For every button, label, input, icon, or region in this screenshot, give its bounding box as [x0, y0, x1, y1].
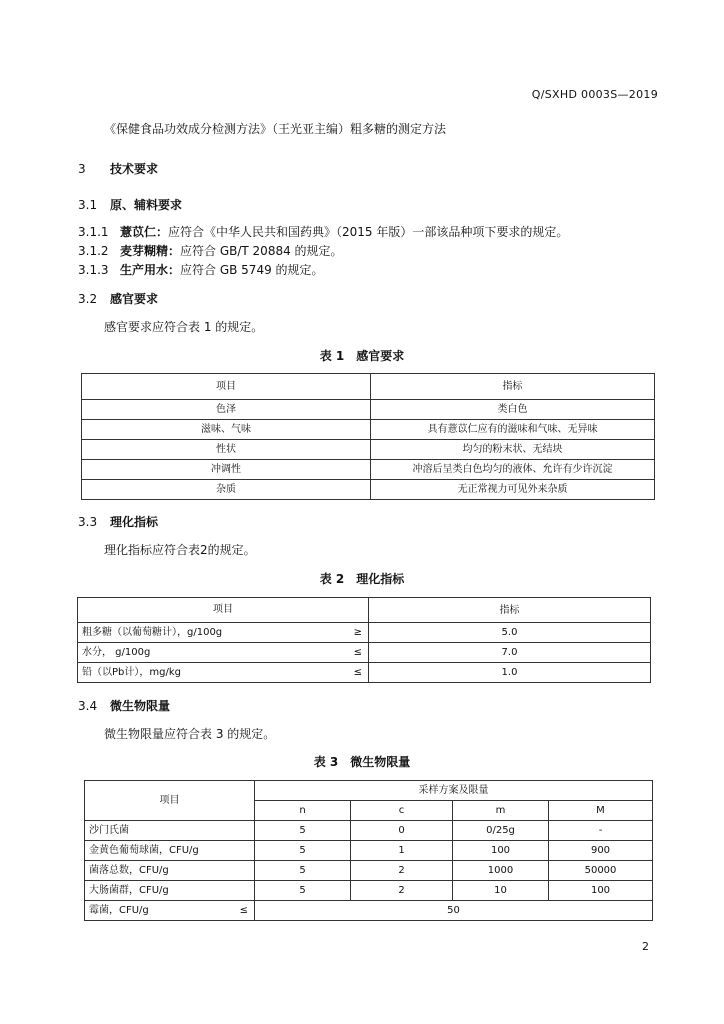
table-cell: - — [549, 821, 653, 841]
clause-3-1-1 — [78, 223, 568, 240]
table-cell: 5 — [255, 881, 351, 901]
table-cell — [78, 643, 369, 663]
table-cell — [85, 901, 255, 921]
section-title: 感官要求 — [110, 292, 159, 306]
table-row — [85, 861, 653, 881]
section-number: 3 — [78, 162, 86, 176]
clause-number: 3.1.1 — [78, 225, 109, 239]
section-3-3-heading — [78, 513, 158, 530]
table-cell: 7.0 — [369, 643, 651, 663]
header-cell: c — [351, 801, 453, 821]
clause-term: 麦芽糊精： — [120, 244, 181, 258]
header-cell: n — [255, 801, 351, 821]
header-cell: 项目 — [85, 781, 255, 821]
table-cell: 50 — [255, 901, 653, 921]
table-row — [85, 881, 653, 901]
section-title: 微生物限量 — [110, 699, 171, 713]
table-cell: 冲溶后呈类白色均匀的液体、允许有少许沉淀 — [371, 460, 655, 480]
clause-text: 应符合 GB 5749 的规定。 — [180, 263, 324, 277]
table-cell: 100 — [453, 841, 549, 861]
table-cell: 大肠菌群，CFU/g — [85, 881, 255, 901]
section-3-4-paragraph: 微生物限量应符合表 3 的规定。 — [104, 727, 276, 741]
item-label: 粗多糖（以葡萄糖计），g/100g — [82, 627, 223, 638]
header-cell: 项目 — [82, 374, 371, 400]
section-number: 3.1 — [78, 198, 98, 212]
table-cell: 1 — [351, 841, 453, 861]
section-3-2-paragraph: 感官要求应符合表 1 的规定。 — [104, 320, 264, 334]
item-label: 霉菌，CFU/g — [89, 905, 149, 916]
page-number: 2 — [642, 940, 649, 953]
clause-number: 3.1.3 — [78, 263, 109, 277]
relation-symbol: ≤ — [353, 647, 362, 658]
table-header-row — [82, 374, 655, 400]
section-number: 3.2 — [78, 292, 98, 306]
table-cell — [78, 663, 369, 683]
section-title: 技术要求 — [110, 162, 159, 176]
section-3-heading — [78, 160, 158, 177]
table-cell: 无正常视力可见外来杂质 — [371, 480, 655, 500]
table-cell: 900 — [549, 841, 653, 861]
table-3-caption: 表 3 微生物限量 — [313, 755, 411, 769]
table-header-row — [85, 781, 653, 801]
table-row — [85, 821, 653, 841]
clause-3-1-3 — [78, 261, 324, 278]
table-cell: 冲调性 — [82, 460, 371, 480]
table-cell: 50000 — [549, 861, 653, 881]
table-cell: 类白色 — [371, 400, 655, 420]
table-row — [85, 841, 653, 861]
table-cell: 1.0 — [369, 663, 651, 683]
table-2-caption: 表 2 理化指标 — [319, 572, 405, 586]
clause-text: 应符合 GB/T 20884 的规定。 — [180, 244, 343, 258]
table-cell: 1000 — [453, 861, 549, 881]
table-cell: 100 — [549, 881, 653, 901]
section-3-1-heading — [78, 196, 182, 213]
table-row — [82, 400, 655, 420]
section-3-3-paragraph: 理化指标应符合表2的规定。 — [104, 543, 256, 557]
intro-text: 《保健食品功效成分检测方法》（王光亚主编）粗多糖的测定方法 — [104, 122, 447, 136]
table-cell: 5.0 — [369, 623, 651, 643]
clause-3-1-2 — [78, 242, 343, 259]
table-row — [78, 623, 651, 643]
table-cell: 均匀的粉末状、无结块 — [371, 440, 655, 460]
table-1-caption: 表 1 感官要求 — [319, 349, 405, 363]
table-cell: 杂质 — [82, 480, 371, 500]
clause-term: 生产用水： — [120, 263, 181, 277]
table-cell: 菌落总数，CFU/g — [85, 861, 255, 881]
table-row — [82, 480, 655, 500]
header-cell: 指标 — [371, 374, 655, 400]
table-cell: 10 — [453, 881, 549, 901]
table-1 — [81, 373, 655, 500]
section-number: 3.4 — [78, 699, 98, 713]
relation-symbol: ≤ — [353, 667, 362, 678]
section-number: 3.3 — [78, 515, 98, 529]
relation-symbol: ≤ — [239, 905, 248, 916]
table-row — [85, 901, 653, 921]
header-cell: M — [549, 801, 653, 821]
section-title: 理化指标 — [110, 515, 159, 529]
table-row — [82, 420, 655, 440]
table-cell: 0 — [351, 821, 453, 841]
section-3-4-heading — [78, 697, 170, 714]
table-cell: 沙门氏菌 — [85, 821, 255, 841]
table-2 — [77, 597, 651, 683]
table-cell: 5 — [255, 821, 351, 841]
table-row — [78, 643, 651, 663]
item-label: 水分， g/100g — [82, 647, 151, 658]
table-cell: 2 — [351, 861, 453, 881]
table-cell: 具有薏苡仁应有的滋味和气味、无异味 — [371, 420, 655, 440]
table-cell: 0/25g — [453, 821, 549, 841]
table-cell: 性状 — [82, 440, 371, 460]
table-cell — [78, 623, 369, 643]
table-cell: 金黄色葡萄球菌，CFU/g — [85, 841, 255, 861]
header-cell: 采样方案及限量 — [255, 781, 653, 801]
standard-number: Q/SXHD 0003S—2019 — [531, 88, 658, 101]
table-row — [82, 460, 655, 480]
table-row — [82, 440, 655, 460]
header-cell: m — [453, 801, 549, 821]
item-label: 铅（以Pb计），mg/kg — [82, 667, 181, 678]
table-cell: 5 — [255, 841, 351, 861]
header-cell: 指标 — [369, 598, 651, 623]
section-title: 原、辅料要求 — [110, 198, 183, 212]
table-row — [78, 663, 651, 683]
header-cell: 项目 — [78, 598, 369, 623]
table-cell: 2 — [351, 881, 453, 901]
clause-text: 应符合《中华人民共和国药典》（2015 年版）一部该品种项下要求的规定。 — [168, 225, 569, 239]
table-cell: 5 — [255, 861, 351, 881]
table-cell: 色泽 — [82, 400, 371, 420]
table-header-row — [78, 598, 651, 623]
clause-term: 薏苡仁： — [120, 225, 169, 239]
clause-number: 3.1.2 — [78, 244, 109, 258]
table-cell: 滋味、气味 — [82, 420, 371, 440]
table-3 — [84, 780, 653, 921]
relation-symbol: ≥ — [353, 627, 362, 638]
section-3-2-heading — [78, 290, 158, 307]
